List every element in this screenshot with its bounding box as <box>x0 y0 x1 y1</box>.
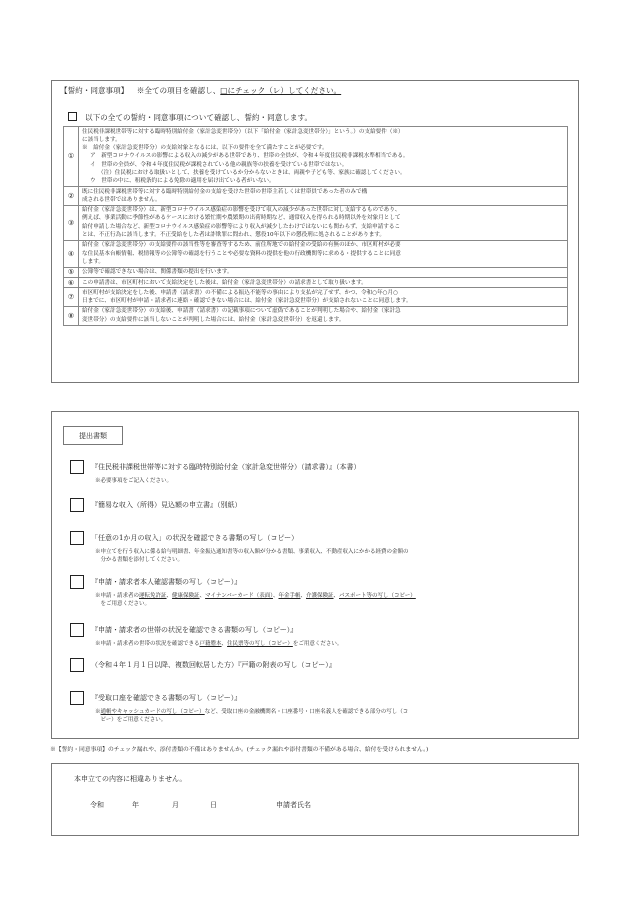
document-checkbox[interactable] <box>70 531 84 545</box>
document-note-segment: 戸籍謄本 <box>199 641 222 647</box>
pledge-item-row <box>64 187 568 206</box>
pledge-item-line: 日までに、市区町村が申請・請求者に連絡・確認できない場合には、給付金（家計急変世帯分）が支給されないことに同意します。 <box>82 298 412 305</box>
documents-section <box>51 411 579 739</box>
document-checkbox[interactable] <box>70 623 84 637</box>
pledge-item-number: ② <box>64 187 79 206</box>
pledge-item-number: ⑥ <box>64 278 79 288</box>
document-note-segment: 分かる書類を添付してください。 <box>95 557 184 563</box>
pledge-item-row <box>64 267 568 277</box>
pledge-item-row <box>64 278 568 288</box>
warning-note: ※【誓約・同意事項】のチェック漏れや、添付書類の不備はありませんか。(チェック漏れや添付書類の不備がある場合、給付を受けられません。) <box>50 747 429 753</box>
agree-checkbox[interactable] <box>68 112 77 121</box>
pledge-item-text <box>79 278 568 288</box>
document-note <box>95 708 408 716</box>
agree-row <box>68 112 312 123</box>
document-note-segment: をご用意ください。 <box>292 641 343 647</box>
document-checkbox[interactable] <box>70 575 84 589</box>
pledge-item-line: 成される世帯ではありません。 <box>82 196 161 203</box>
pledge-item-row <box>64 288 568 307</box>
document-note-segment: をご用意ください。 <box>95 601 151 607</box>
pledge-item-line: ※ 給付金（家計急変世帯分）の支給対象となるには、以下の要件を全て満たすことが必要です。 <box>82 145 328 152</box>
month-label: 月 <box>172 801 179 809</box>
pledge-item-line: 例えば、事業活動に季節性があるケースにおける繁忙期や農繁期の出荷時期など、通常収入を得られる時期以外を対象月として <box>82 215 401 222</box>
pledge-item-line: 給付金（家計急変世帯分）の支給後、申請書（請求書）の記載事項について虚偽であることが判明した場合や、給付金（家計急 <box>82 308 401 315</box>
applicant-name-field[interactable] <box>330 800 540 810</box>
document-note <box>95 592 416 600</box>
pledge-item-line: 給付金（家計急変世帯分）は、新型コロナウイルス感染症の影響を受けて収入の減少があった世帯に対し支給するものであり、 <box>82 207 401 214</box>
document-note-segment: ※申立てを行う収入に係る給与明細書、年金振込通知書等の収入額が分かる書類、事業収入、不動産収入にかかる経費の金額の <box>95 549 409 555</box>
document-name: （令和４年１月１日以降、複数回転居した方）『戸籍の附表の写し（コピー）』 <box>91 661 336 669</box>
pledge-item-number: ③ <box>64 205 79 240</box>
pledge-item-line: します。 <box>82 258 104 265</box>
pledge-item-row <box>64 306 568 325</box>
pledge-item-text <box>79 240 568 267</box>
document-note-segment: ※必要事項をご記入ください。 <box>95 478 173 484</box>
pledge-item-line: な住民基本台帳情報、税情報等の公簿等の確認を行うことや必要な資料の提供を他の行政機関等に求める・提供することに同意 <box>82 250 401 257</box>
document-note-segment: 、 <box>272 593 279 599</box>
document-note <box>95 556 183 564</box>
pledge-item-text <box>79 127 568 187</box>
document-note-segment: 、 <box>333 593 340 599</box>
pledge-items-table <box>63 126 568 326</box>
pledge-item-row <box>64 205 568 240</box>
pledge-section <box>51 80 579 383</box>
document-note <box>95 600 150 608</box>
declaration-section <box>51 763 579 836</box>
document-note <box>95 477 172 485</box>
document-name: 『申請・請求者の世帯の状況を確認できる書類の写し（コピー）』 <box>91 626 298 634</box>
document-note-segment: 年金手帳 <box>278 593 301 599</box>
pledge-item-line: （注）住民税における取扱いとして、扶養を受けているか分からないときは、両親や子ども等、家族に確認してください。 <box>98 169 406 176</box>
document-note-segment: ピー）をご用意ください。 <box>95 717 167 723</box>
pledge-header-note-underlined: □にチェック（レ）してください。 <box>220 86 342 95</box>
document-note-segment: など、受取口座の金融機関名・口座番号・口座名義人を確認できる部分の写し（コ <box>204 709 409 715</box>
document-name: 『申請・請求者本人確認書類の写し（コピー）』 <box>91 578 242 586</box>
document-note-segment: 、 <box>300 593 306 599</box>
document-note-segment: 通帳やキャッシュカードの写し（コピー） <box>100 709 205 715</box>
document-note-segment: 、 <box>221 641 228 647</box>
document-note-segment: ※申請・請求者の <box>95 593 140 599</box>
pledge-header-note: ※全ての項目を確認し、 <box>136 86 221 95</box>
pledge-item-line: ア 新型コロナウイルスの影響による収入の減少がある世帯であり、世帯の全員が、令和４年度住民税非課税水準相当である。 <box>90 153 409 160</box>
document-checkbox[interactable] <box>70 658 84 672</box>
pledge-item-line: イ 世帯の全員が、令和４年度住民税が課税されている他の親族等の扶養を受けている世帯ではない。 <box>90 161 348 168</box>
pledge-item-number: ④ <box>64 240 79 267</box>
document-note <box>95 640 342 648</box>
document-note-segment: 住民票等の写し（コピー） <box>227 641 293 647</box>
document-note-segment: マイナンバーカード（表面） <box>205 593 273 599</box>
pledge-item-row <box>64 127 568 187</box>
pledge-item-line: 変世帯分）の支給要件に該当しないことが判明した場合には、給付金（家計急変世帯分）を返還します。 <box>82 316 345 323</box>
document-note <box>95 548 409 556</box>
pledge-item-number: ① <box>64 127 79 187</box>
document-name: 『住民税非課税世帯等に対する臨時特別給付金（家計急変世帯分）（請求書）』（本書） <box>91 463 361 471</box>
document-name: 『簡易な収入（所得）見込額の申立書』（別紙） <box>91 501 242 509</box>
pledge-item-line: 市区町村が支給決定をした後、申請書（請求書）の不備による振込不能等の事由により支払が完了せず、かつ、令和○年○月○ <box>82 289 399 296</box>
pledge-item-line: 給付申請した場合など、新型コロナウイルス感染症の影響等により収入が減少したわけではないにも関わらず、支給申請するこ <box>82 223 401 230</box>
pledge-item-line: 住民税非課税世帯等に対する臨時特別給付金（家計急変世帯分）（以下「給付金（家計急変世帯分）」という。）の支給要件（※） <box>82 128 404 135</box>
document-note-segment: 、 <box>199 593 206 599</box>
pledge-item-line: 公簿等で確認できない場合は、関係書類の提出を行います。 <box>82 269 233 276</box>
declaration-statement: 本申立ての内容に相違ありません。 <box>74 775 187 783</box>
document-note <box>95 716 166 724</box>
document-note-segment: ※ <box>95 709 101 715</box>
pledge-item-line: ウ 世帯の中に、租税条約による免除の適用を届け出ている者がいない。 <box>90 178 275 185</box>
pledge-item-line: 給付金（家計急変世帯分）の支給要件の該当性等を審査等するため、前住所地での給付金の受給の有無のほか、市区町村が必要 <box>82 242 401 249</box>
document-name: 「任意の1か月の収入」の状況を確認できる書類の写し（コピー） <box>91 534 299 542</box>
pledge-header-label: 【誓約・同意事項】 <box>60 86 129 95</box>
pledge-item-line: この申請書は、市区町村において支給決定をした後は、給付金（家計急変世帯分）の請求書として取り扱います。 <box>82 279 367 286</box>
document-checkbox[interactable] <box>70 691 84 705</box>
pledge-item-number: ⑤ <box>64 267 79 277</box>
document-note-segment: 運転免許証 <box>139 593 167 599</box>
pledge-item-line: とは、不正行為に該当します。不正受給をした者は詐欺罪に問われ、懲役10年以下の懲役刑に処されることがあります。 <box>82 232 386 239</box>
pledge-item-line: に該当します。 <box>82 136 121 143</box>
pledge-item-text <box>79 267 568 277</box>
document-note-segment: 介護保険証 <box>306 593 334 599</box>
pledge-item-number: ⑦ <box>64 288 79 307</box>
pledge-item-line: 既に住民税非課税世帯等に対する臨時特別給付金の支給を受けた世帯の世帯主若しくは世帯員であった者のみで構 <box>82 188 368 195</box>
pledge-item-number: ⑧ <box>64 306 79 325</box>
document-note-segment: ※申請・請求者の世帯の状況を確認できる <box>95 641 200 647</box>
pledge-header <box>60 85 341 96</box>
pledge-item-text <box>79 288 568 307</box>
agree-text: 以下の全ての誓約・同意事項について確認し、誓約・同意します。 <box>85 113 313 122</box>
document-note-segment: 健康保険証 <box>172 593 200 599</box>
day-label: 日 <box>210 801 217 809</box>
pledge-item-text <box>79 205 568 240</box>
documents-title: 提出書類 <box>63 426 123 445</box>
pledge-item-text <box>79 187 568 206</box>
document-name: 『受取口座を確認できる書類の写し（コピー）』 <box>91 694 242 702</box>
document-checkbox[interactable] <box>70 498 84 512</box>
applicant-name-label: 申請者氏名 <box>276 801 311 809</box>
document-note-segment: 、 <box>166 593 173 599</box>
document-checkbox[interactable] <box>70 460 84 474</box>
era-label: 令和 <box>90 801 104 809</box>
year-label: 年 <box>132 801 139 809</box>
document-note-segment: パスポート等の写し（コピー） <box>339 593 416 599</box>
pledge-item-row <box>64 240 568 267</box>
pledge-item-text <box>79 306 568 325</box>
